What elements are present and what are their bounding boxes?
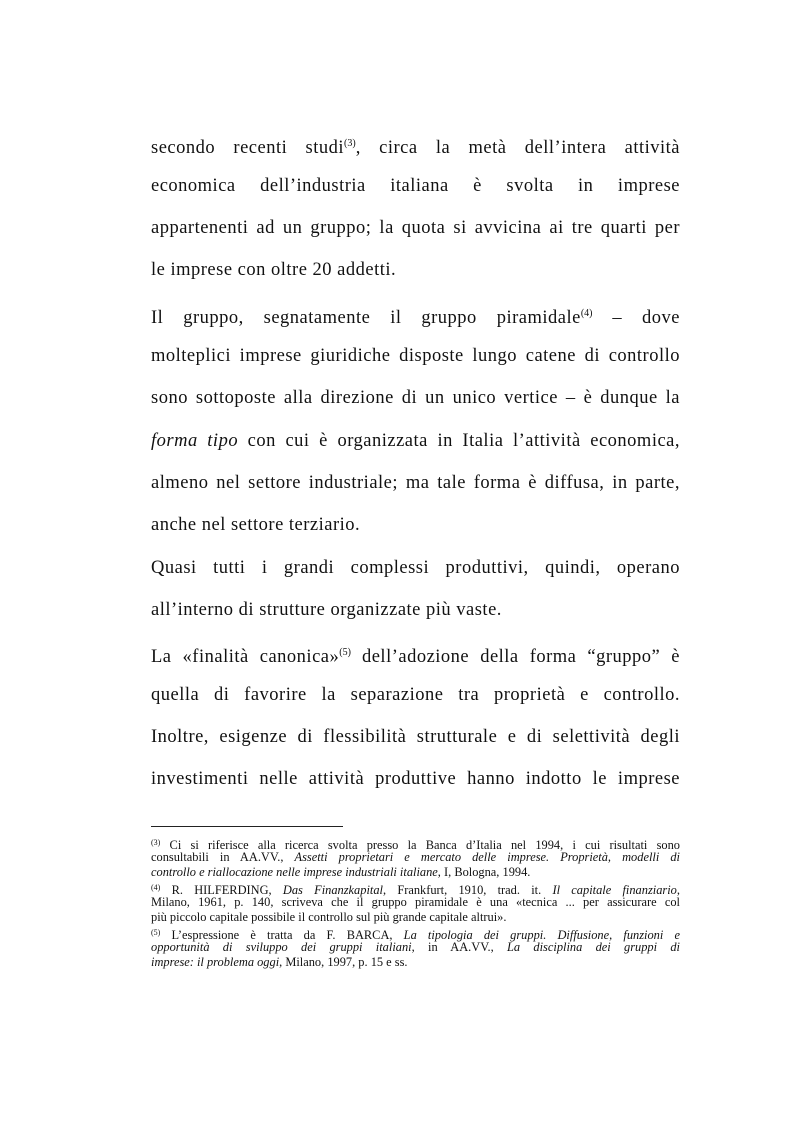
body-line: anche nel settore terziario.	[151, 515, 361, 535]
body-line: investimenti nelle attività produttive hanno indotto le imprese	[151, 769, 680, 789]
body-line: forma tipo con cui è organizzata in Italia l’attività economica,	[151, 431, 681, 451]
body-line: La «finalità canonica»$^{(5)}$ dell’adozione della forma “gruppo” è	[151, 647, 681, 667]
body-line: almeno nel settore industriale; ma tale forma è diffusa, in parte,	[151, 473, 680, 493]
footnote-marker: (5)	[151, 928, 161, 937]
footnote-ref: (5)	[339, 647, 351, 658]
emphasis-text: forma tipo	[151, 431, 239, 451]
footnote-line: $^{(3)}$ Ci si riferisce alla ricerca svolta presso la Banca d’Italia nel 1994, i cui risultati sono	[151, 838, 680, 852]
footnote-line: controllo e riallocazione nelle imprese industriali italiane, I, Bologna, 1994.	[151, 865, 531, 879]
footnote-line: più piccolo capitale possibile il controllo sul più grande capitale altrui».	[151, 910, 507, 924]
body-line: sono sottoposte alla direzione di un unico vertice – è dunque la	[151, 388, 680, 408]
footnote-line: $^{(5)}$ L’espressione è tratta da F. BARCA, La tipologia dei gruppi. Diffusione, funzioni e	[151, 928, 680, 942]
body-line: Inoltre, esigenze di flessibilità strutturale e di selettività degli	[151, 727, 680, 747]
body-line: secondo recenti studi$^{(3)}$, circa la metà dell’intera attività	[151, 138, 680, 158]
body-line: economica dell’industria italiana è svolta in imprese	[151, 176, 680, 196]
footnote-marker: (3)	[151, 838, 161, 847]
body-line: le imprese con oltre 20 addetti.	[151, 260, 397, 280]
footnote-ref: (3)	[344, 138, 356, 149]
footnote-marker: (4)	[151, 883, 161, 892]
footnote-ref: (4)	[580, 308, 593, 319]
body-line: all’interno di strutture organizzate più vaste.	[151, 600, 502, 620]
footnote-line: consultabili in AA.VV., Assetti proprietari e mercato delle imprese. Proprietà, modelli di	[151, 850, 680, 864]
body-line: quella di favorire la separazione tra proprietà e controllo.	[151, 685, 680, 705]
footnote-separator	[151, 826, 343, 827]
footnote-line: Milano, 1961, p. 140, scriveva che il gruppo piramidale è una «tecnica ... per assicurare col	[151, 895, 680, 909]
body-line: molteplici imprese giuridiche disposte lungo catene di controllo	[151, 346, 680, 366]
footnote-line: $^{(4)}$ R. HILFERDING, Das Finanzkapital, Frankfurt, 1910, trad. it. Il capitale finanziario,	[151, 883, 680, 897]
body-line: Il gruppo, segnatamente il gruppo piramidale$^{(4)}$ – dove	[151, 308, 680, 328]
footnote-line: imprese: il problema oggi, Milano, 1997, p. 15 e ss.	[151, 955, 408, 969]
body-line: Quasi tutti i grandi complessi produttivi, quindi, operano	[151, 558, 680, 578]
body-line: appartenenti ad un gruppo; la quota si avvicina ai tre quarti per	[151, 218, 680, 238]
footnote-line: opportunità di sviluppo dei gruppi italiani, in AA.VV., La disciplina dei gruppi di	[151, 940, 680, 954]
